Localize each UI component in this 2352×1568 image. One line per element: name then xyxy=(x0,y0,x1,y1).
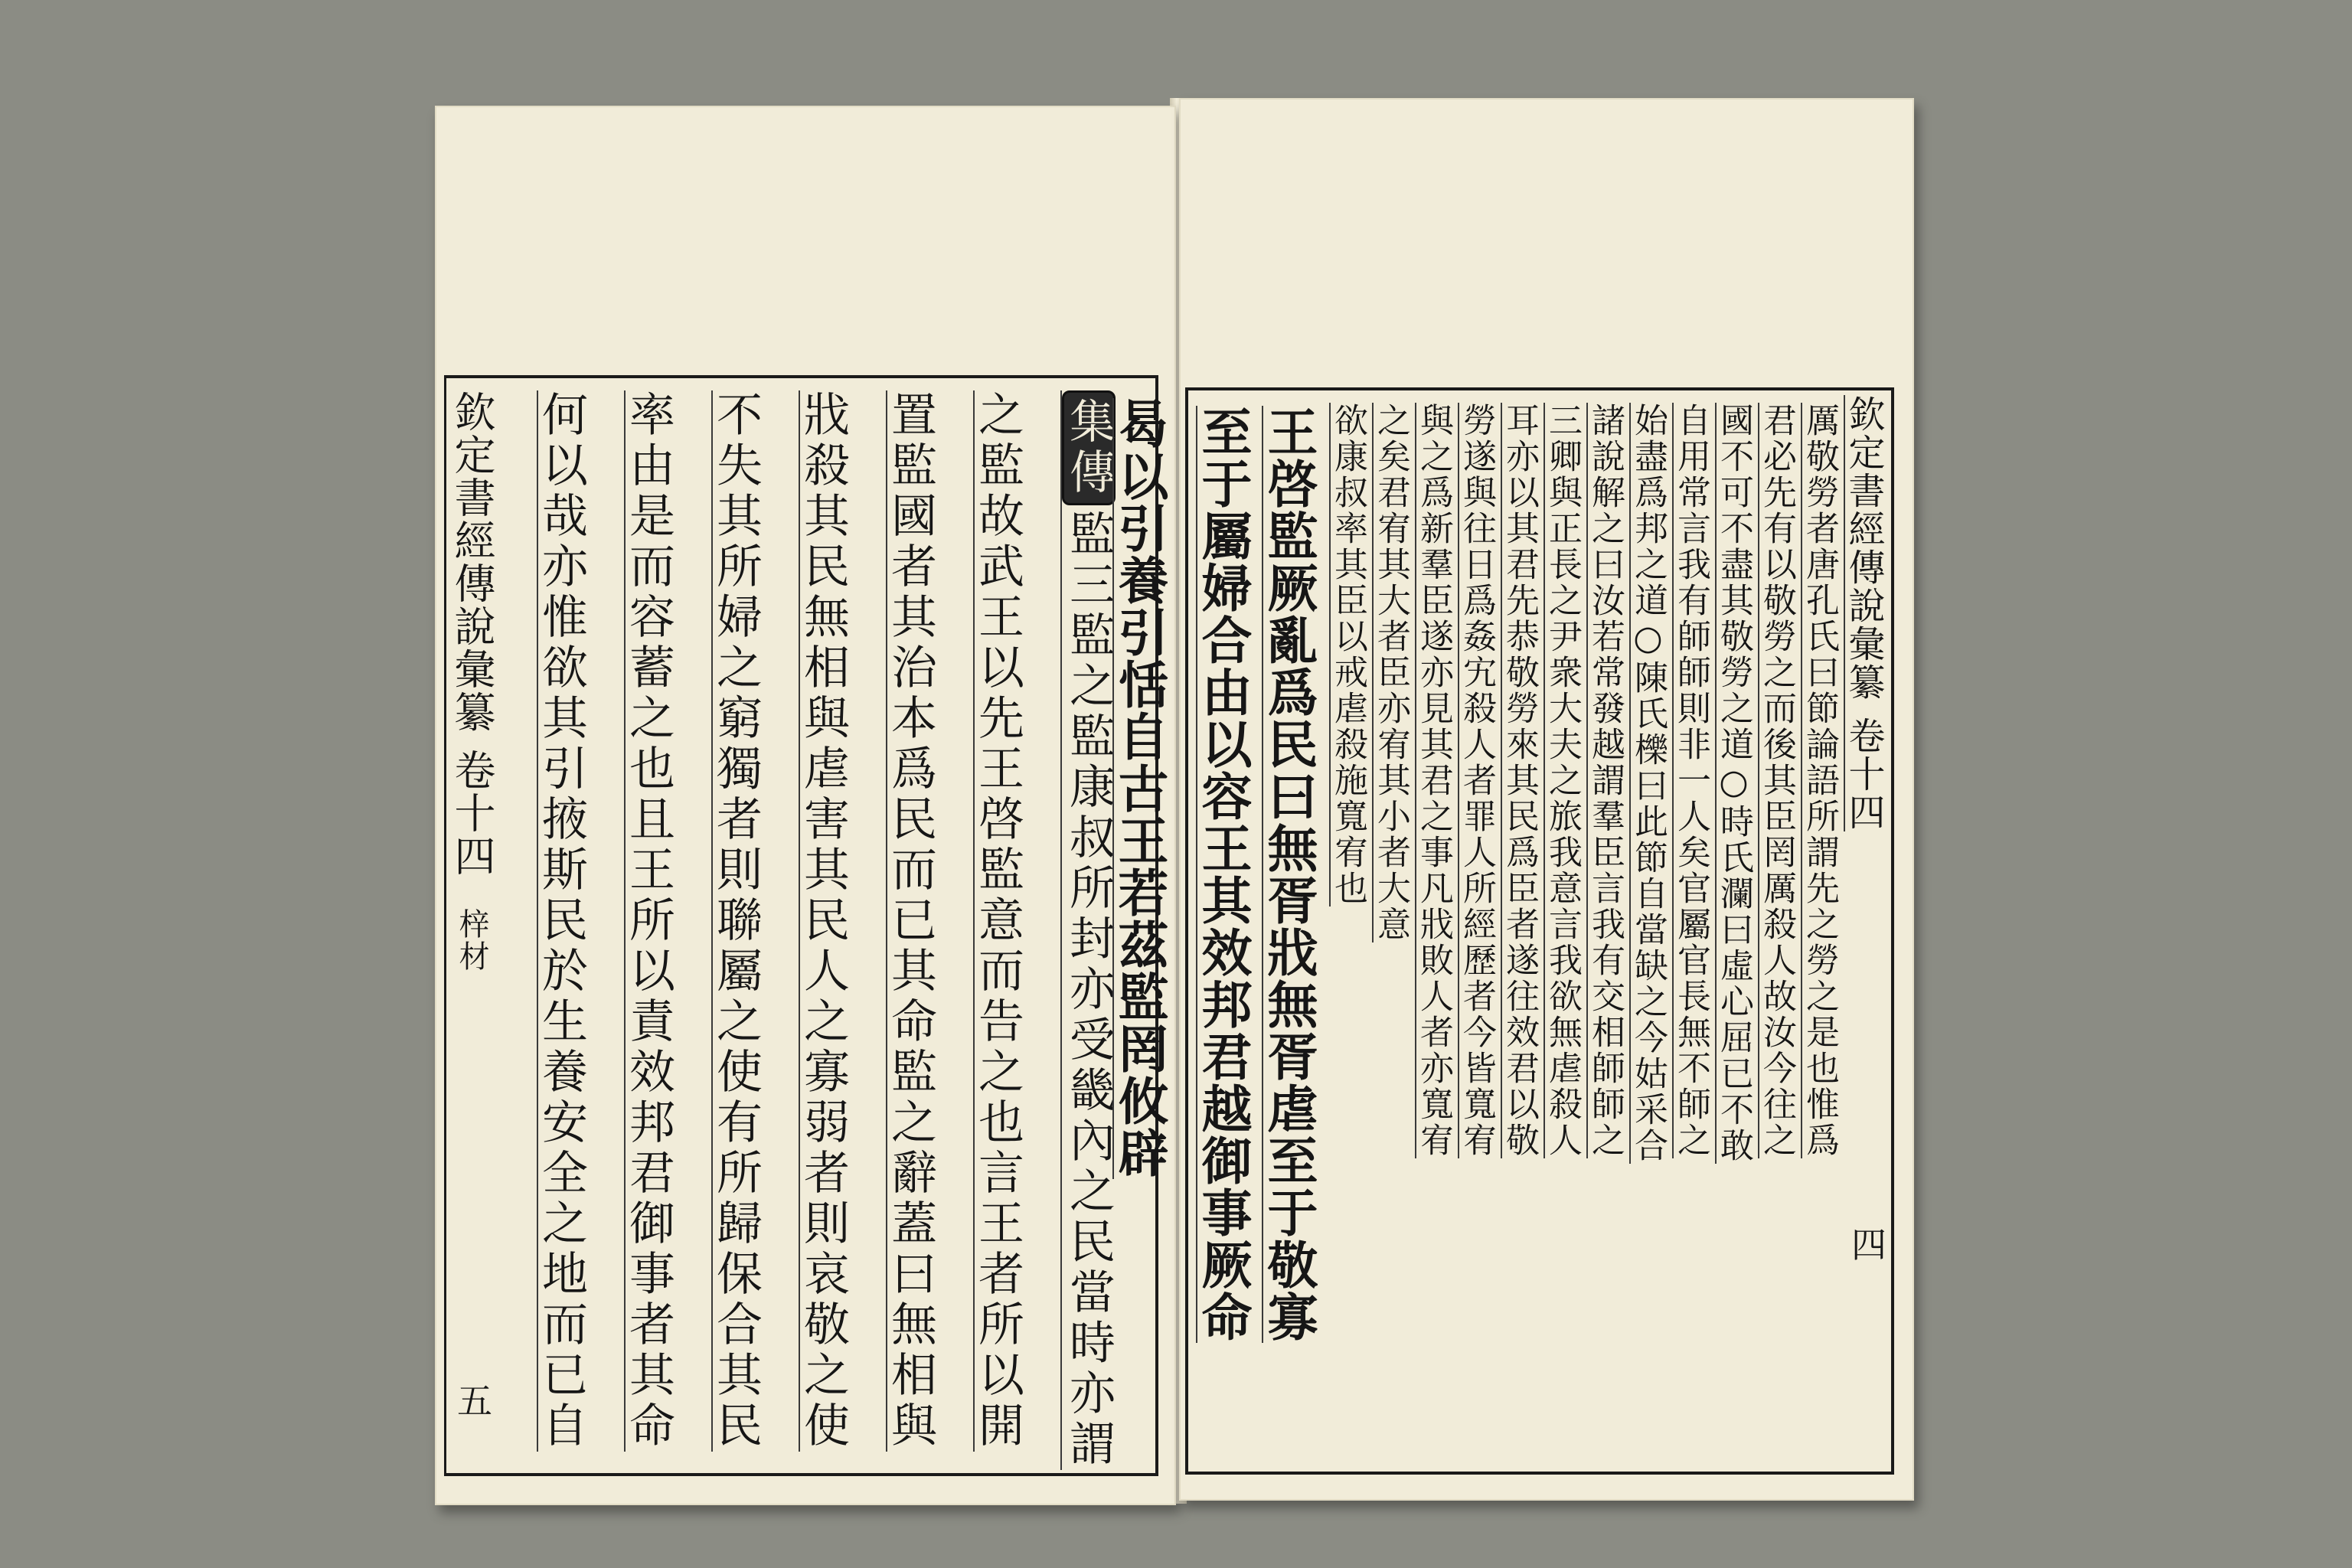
left-column-2-text: 監三監之監康叔所封亦受畿內之民當時亦謂 xyxy=(1062,510,1116,1470)
right-column-1: 厲敬勞者唐孔氏曰節論語所謂先之勞之是也惟爲 xyxy=(1800,403,1839,1158)
left-column-6: 不失其所婦之窮獨者則聯屬之使有所歸保合其民 xyxy=(709,390,763,1452)
right-margin-title: 欽定書經傳說彙纂 xyxy=(1842,395,1885,701)
left-margin-chapter: 梓材 xyxy=(454,908,489,972)
right-margin-column xyxy=(1842,395,1885,831)
right-column-11: 之矣君宥其大者臣亦宥其小者大意 xyxy=(1371,403,1410,942)
right-column-2: 君必先有以敬勞之而後其臣罔厲殺人故汝今往之 xyxy=(1757,403,1796,1158)
right-margin-volume: 卷十四 xyxy=(1842,717,1885,831)
left-page-text-frame xyxy=(444,375,1169,1476)
right-column-8: 耳亦以其君先恭敬勞來其民爲臣者遂往效君以敬 xyxy=(1500,403,1539,1158)
left-column-8: 何以哉亦惟欲其引掖斯民於生養安全之地而已自 xyxy=(534,390,588,1452)
left-column-5: 戕殺其民無相與虐害其民人之寡弱者則哀敬之使 xyxy=(796,390,850,1452)
left-column-4: 置監國者其治本爲民而已其命監之辭蓋曰無相與 xyxy=(884,390,937,1452)
right-column-3: 國不可不盡其敬勞之道○時氏瀾曰虛心屈已不敢 xyxy=(1714,403,1753,1164)
right-page-text-frame xyxy=(1185,387,1894,1475)
right-column-12: 欲康叔率其臣以戒虐殺施寬宥也 xyxy=(1328,403,1367,906)
left-column-7: 率由是而容蓄之也且王所以責效邦君御事者其命 xyxy=(622,390,675,1452)
left-column-2 xyxy=(1060,390,1116,1470)
left-page-number: 五 xyxy=(457,1380,492,1422)
left-page xyxy=(435,106,1176,1505)
right-column-7: 三卿與正長之尹衆大夫之旅我意言我欲無虐殺人 xyxy=(1543,403,1582,1158)
right-page xyxy=(1179,98,1914,1501)
right-column-4: 自用常言我有師師則非一人矣官屬官長無不師之 xyxy=(1671,403,1710,1158)
left-margin-column xyxy=(448,390,496,972)
right-main-column-1: 王啓監厥亂爲民曰無胥戕無胥虐至于敬寡 xyxy=(1259,406,1318,1343)
right-column-9: 勞遂與往日爲姦宄殺人者罪人所經歷者今皆寬宥 xyxy=(1457,403,1496,1158)
left-margin-title: 欽定書經傳說彙纂 xyxy=(448,390,496,733)
right-main-column-2: 至于屬婦合由以容王其效邦君越御事厥命 xyxy=(1193,406,1253,1343)
right-column-10: 與之爲新羣臣遂亦見其君之事凡戕敗人者亦寬宥 xyxy=(1414,403,1453,1158)
left-column-1: 曷以引養引恬自古王若茲監罔攸辟 xyxy=(1109,398,1169,1179)
left-margin-volume: 卷十四 xyxy=(448,749,496,877)
right-page-number: 四 xyxy=(1851,1224,1886,1266)
left-column-3: 之監故武王以先王啓監意而告之也言王者所以開 xyxy=(971,390,1024,1452)
right-column-6: 諸說解之曰汝若常發越謂羣臣言我有交相師師之 xyxy=(1586,403,1625,1158)
jizhuan-tag: 集傳 xyxy=(1062,390,1116,505)
right-column-5: 始盡爲邦之道○陳氏櫟曰此節自當缺之今姑采合 xyxy=(1628,403,1668,1164)
